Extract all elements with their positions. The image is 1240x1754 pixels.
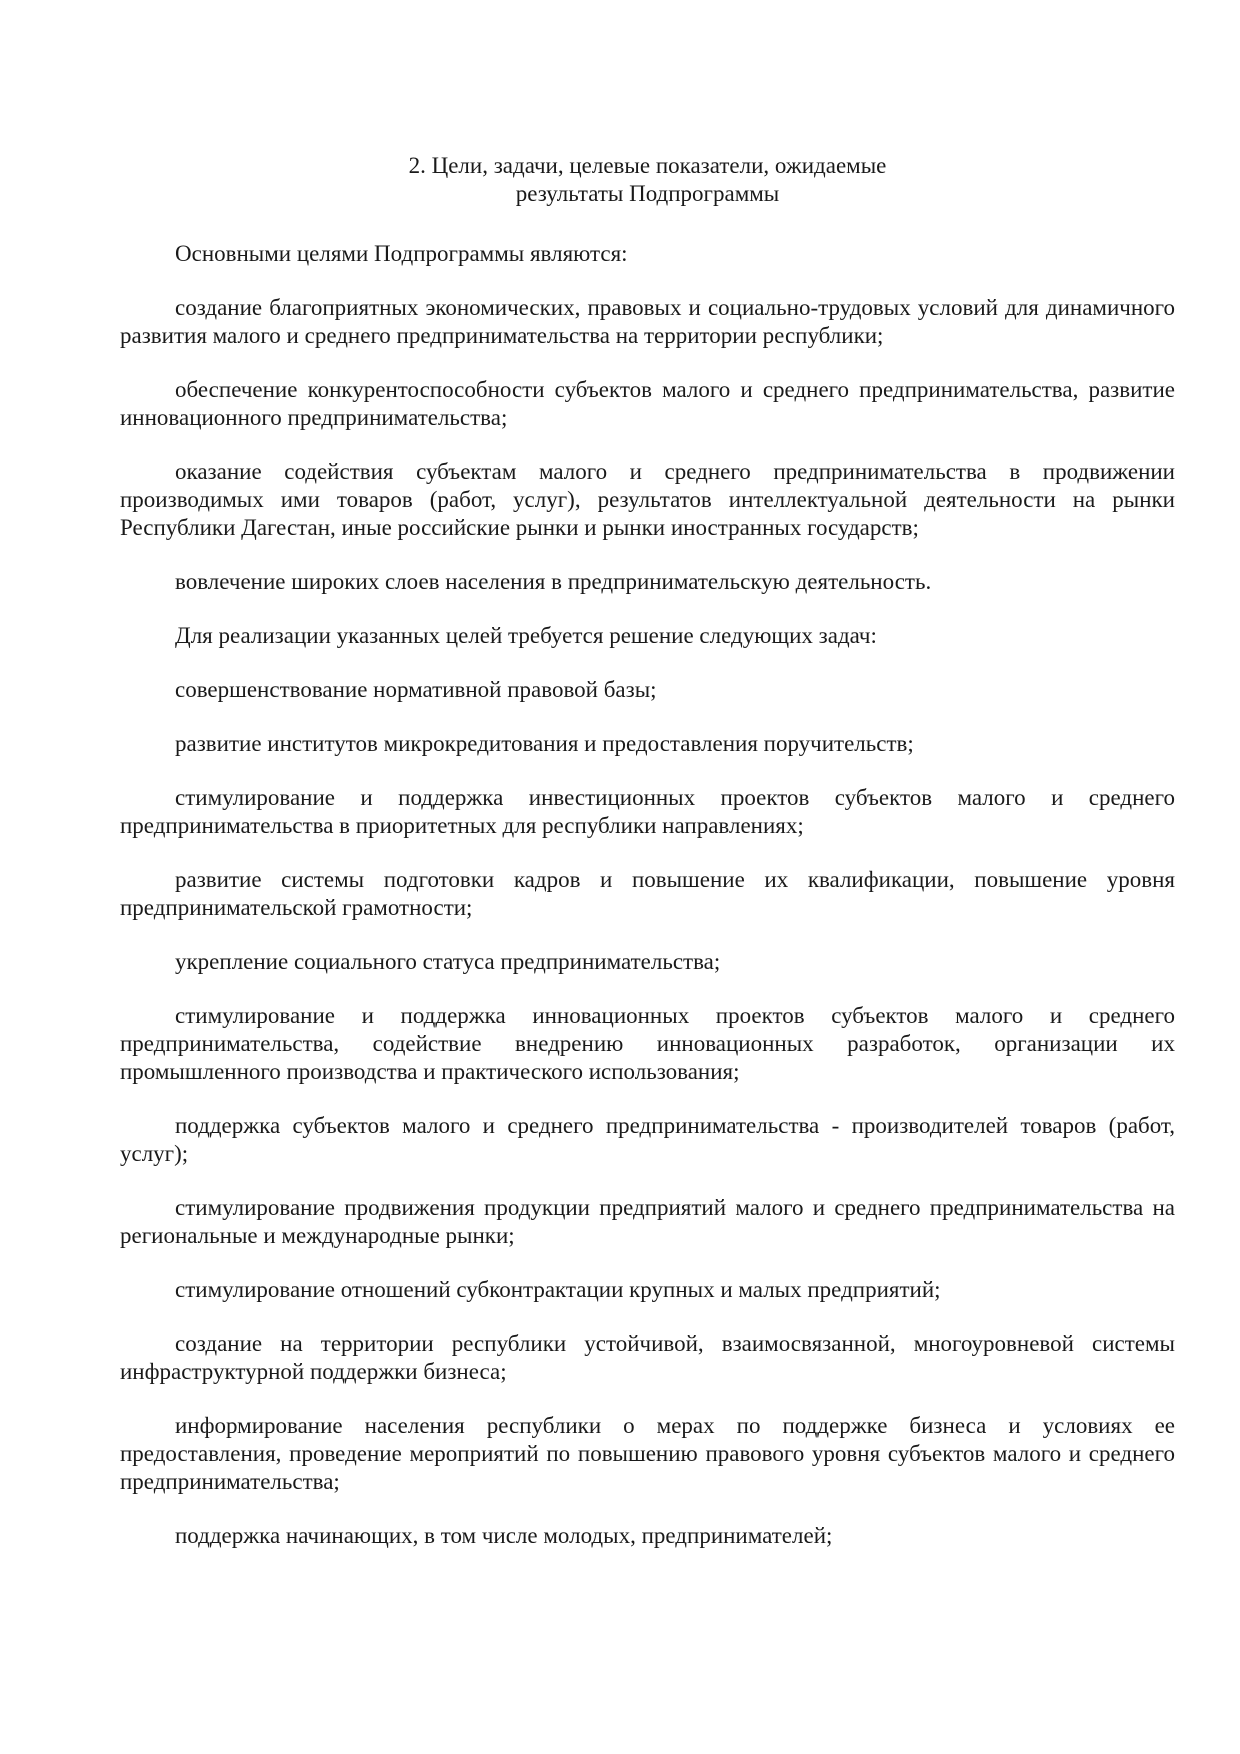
paragraph-task: стимулирование продвижения продукции предприятий малого и среднего предпринимательства на региональные и международные рынки;: [120, 1195, 1175, 1248]
paragraph-task: укрепление социального статуса предпринимательства;: [175, 949, 721, 974]
paragraph-intro-goals: Основными целями Подпрограммы являются:: [175, 241, 628, 266]
paragraph-task: поддержка начинающих, в том числе молодых, предпринимателей;: [175, 1523, 833, 1548]
paragraph-task: совершенствование нормативной правовой базы;: [175, 677, 657, 702]
paragraph-goal: вовлечение широких слоев населения в предпринимательскую деятельность.: [175, 569, 932, 594]
paragraph-goal: оказание содействия субъектам малого и среднего предпринимательства в продвижении производимых ими товаров (работ, услуг), результатов интеллектуальной деятельности на рынки Республики Дагестан, иные российские рынки и рынки иностранных государств;: [120, 459, 1175, 540]
section-heading-line-2: результаты Подпрограммы: [515, 181, 780, 206]
paragraph-goal: создание благоприятных экономических, правовых и социально-трудовых условий для динамичного развития малого и среднего предпринимательства на территории республики;: [120, 295, 1175, 348]
paragraph-task: развитие институтов микрокредитования и предоставления поручительств;: [175, 731, 914, 756]
section-heading-line-1: 2. Цели, задачи, целевые показатели, ожидаемые: [408, 153, 887, 178]
paragraph-task: информирование населения республики о мерах по поддержке бизнеса и условиях ее предоставления, проведение мероприятий по повышению правового уровня субъектов малого и среднего предпринимательства;: [120, 1413, 1175, 1494]
paragraph-task: развитие системы подготовки кадров и повышение их квалификации, повышение уровня предпринимательской грамотности;: [120, 867, 1175, 920]
paragraph-task: стимулирование отношений субконтрактации крупных и малых предприятий;: [175, 1277, 941, 1302]
body-text: [120, 240, 1175, 1576]
paragraph-task: создание на территории республики устойчивой, взаимосвязанной, многоуровневой системы инфраструктурной поддержки бизнеса;: [120, 1331, 1175, 1384]
paragraph-goal: обеспечение конкурентоспособности субъектов малого и среднего предпринимательства, развитие инновационного предпринимательства;: [120, 377, 1175, 430]
section-heading: [120, 152, 1175, 208]
paragraph-task: поддержка субъектов малого и среднего предпринимательства - производителей товаров (работ, услуг);: [120, 1113, 1175, 1166]
paragraph-task: стимулирование и поддержка инвестиционных проектов субъектов малого и среднего предпринимательства в приоритетных для республики направлениях;: [120, 785, 1175, 838]
paragraph-intro-tasks: Для реализации указанных целей требуется решение следующих задач:: [175, 623, 877, 648]
paragraph-task: стимулирование и поддержка инновационных проектов субъектов малого и среднего предпринимательства, содействие внедрению инновационных разработок, организации их промышленного производства и практического использования;: [120, 1003, 1175, 1084]
